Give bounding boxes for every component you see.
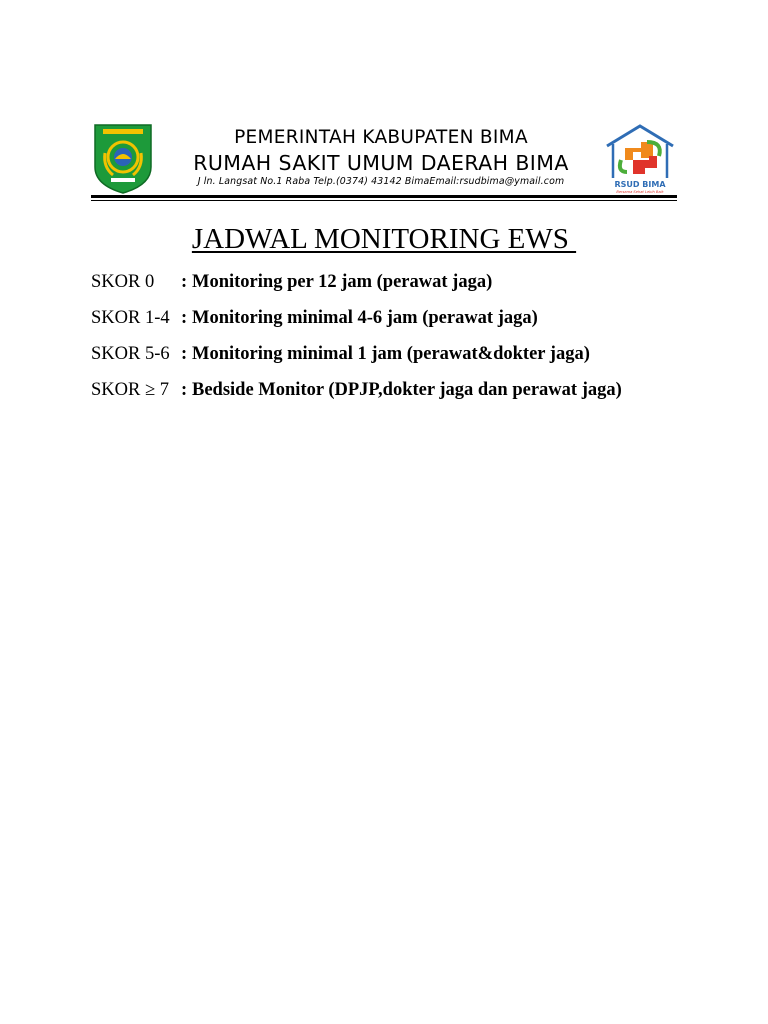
score-label: SKOR ≥ 7	[91, 380, 170, 400]
letterhead-rule-thin	[91, 200, 677, 201]
schedule-row	[91, 302, 731, 338]
letterhead-text	[161, 126, 601, 188]
page-title-text: JADWAL MONITORING EWS	[191, 223, 577, 255]
letterhead	[91, 122, 677, 206]
rsud-bima-logo-icon	[603, 122, 677, 194]
rsud-logo-tagline: Bersama Sehat Lebih Baik	[616, 190, 664, 194]
score-description: Monitoring minimal 4-6 jam (perawat jaga)	[192, 308, 538, 328]
score-label: SKOR 5-6	[91, 344, 170, 364]
rsud-logo-text: RSUD BIMA	[614, 180, 666, 189]
letterhead-rule-thick	[91, 195, 677, 198]
hospital-address: J ln. Langsat No.1 Raba Telp.(0374) 43142 BimaEmail:rsudbima@ymail.com	[197, 176, 565, 187]
score-description: Monitoring minimal 1 jam (perawat&dokter jaga)	[192, 344, 590, 364]
score-separator: :	[181, 380, 188, 400]
score-separator: :	[181, 308, 188, 328]
score-label: SKOR 1-4	[91, 308, 170, 328]
regency-crest-icon	[93, 123, 153, 195]
schedule-row	[91, 266, 731, 302]
score-separator: :	[181, 344, 188, 364]
score-label: SKOR 0	[91, 272, 155, 292]
schedule-row	[91, 338, 731, 374]
score-separator: :	[181, 272, 188, 292]
schedule-row	[91, 374, 731, 410]
schedule-list	[91, 266, 731, 410]
government-name: PEMERINTAH KABUPATEN BIMA	[234, 127, 528, 148]
page-title	[0, 219, 768, 259]
score-description: Bedside Monitor (DPJP,dokter jaga dan perawat jaga)	[192, 380, 622, 400]
score-description: Monitoring per 12 jam (perawat jaga)	[192, 272, 493, 292]
hospital-name: RUMAH SAKIT UMUM DAERAH BIMA	[193, 151, 569, 175]
